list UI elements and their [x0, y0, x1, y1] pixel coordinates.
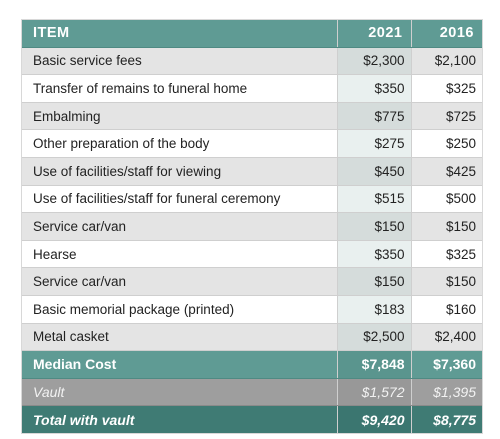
value-2016-cell: $725 — [411, 102, 482, 130]
vault-2016: $1,395 — [411, 378, 482, 406]
item-cell: Use of facilities/staff for funeral ceremony — [22, 185, 337, 213]
value-2016-cell: $150 — [411, 213, 482, 241]
vault-label: Vault — [22, 378, 337, 406]
value-2021-cell: $775 — [337, 102, 411, 130]
value-2021-cell: $450 — [337, 157, 411, 185]
item-cell: Hearse — [22, 240, 337, 268]
value-2016-cell: $325 — [411, 75, 482, 103]
item-cell: Service car/van — [22, 213, 337, 241]
value-2016-cell: $425 — [411, 157, 482, 185]
table-row — [22, 102, 482, 130]
item-cell: Use of facilities/staff for viewing — [22, 157, 337, 185]
table-row — [22, 295, 482, 323]
value-2016-cell: $150 — [411, 268, 482, 296]
value-2021-cell: $2,500 — [337, 323, 411, 351]
funeral-cost-table — [22, 20, 482, 433]
value-2021-cell: $150 — [337, 268, 411, 296]
column-header-item: ITEM — [22, 20, 337, 47]
column-header-2021: 2021 — [337, 20, 411, 47]
item-cell: Basic memorial package (printed) — [22, 295, 337, 323]
value-2016-cell: $325 — [411, 240, 482, 268]
item-cell: Embalming — [22, 102, 337, 130]
table-row — [22, 240, 482, 268]
value-2016-cell: $2,400 — [411, 323, 482, 351]
median-cost-2016: $7,360 — [411, 351, 482, 379]
table-row — [22, 323, 482, 351]
item-cell: Service car/van — [22, 268, 337, 296]
item-cell: Other preparation of the body — [22, 130, 337, 158]
value-2016-cell: $2,100 — [411, 47, 482, 75]
total-with-vault-2016: $8,775 — [411, 406, 482, 433]
median-cost-2021: $7,848 — [337, 351, 411, 379]
funeral-cost-table-container — [21, 19, 483, 434]
vault-row — [22, 378, 482, 406]
value-2021-cell: $2,300 — [337, 47, 411, 75]
table-row — [22, 157, 482, 185]
total-with-vault-label: Total with vault — [22, 406, 337, 433]
value-2016-cell: $160 — [411, 295, 482, 323]
table-body — [22, 47, 482, 433]
table-row — [22, 213, 482, 241]
median-cost-label: Median Cost — [22, 351, 337, 379]
value-2021-cell: $275 — [337, 130, 411, 158]
item-cell: Metal casket — [22, 323, 337, 351]
table-row — [22, 268, 482, 296]
median-cost-row — [22, 351, 482, 379]
table-row — [22, 185, 482, 213]
table-row — [22, 75, 482, 103]
total-with-vault-row — [22, 406, 482, 433]
table-header-row — [22, 20, 482, 47]
table-row — [22, 130, 482, 158]
item-cell: Basic service fees — [22, 47, 337, 75]
column-header-2016: 2016 — [411, 20, 482, 47]
total-with-vault-2021: $9,420 — [337, 406, 411, 433]
table-row — [22, 47, 482, 75]
value-2016-cell: $250 — [411, 130, 482, 158]
value-2021-cell: $350 — [337, 75, 411, 103]
vault-2021: $1,572 — [337, 378, 411, 406]
value-2021-cell: $150 — [337, 213, 411, 241]
value-2021-cell: $350 — [337, 240, 411, 268]
item-cell: Transfer of remains to funeral home — [22, 75, 337, 103]
value-2016-cell: $500 — [411, 185, 482, 213]
value-2021-cell: $515 — [337, 185, 411, 213]
value-2021-cell: $183 — [337, 295, 411, 323]
